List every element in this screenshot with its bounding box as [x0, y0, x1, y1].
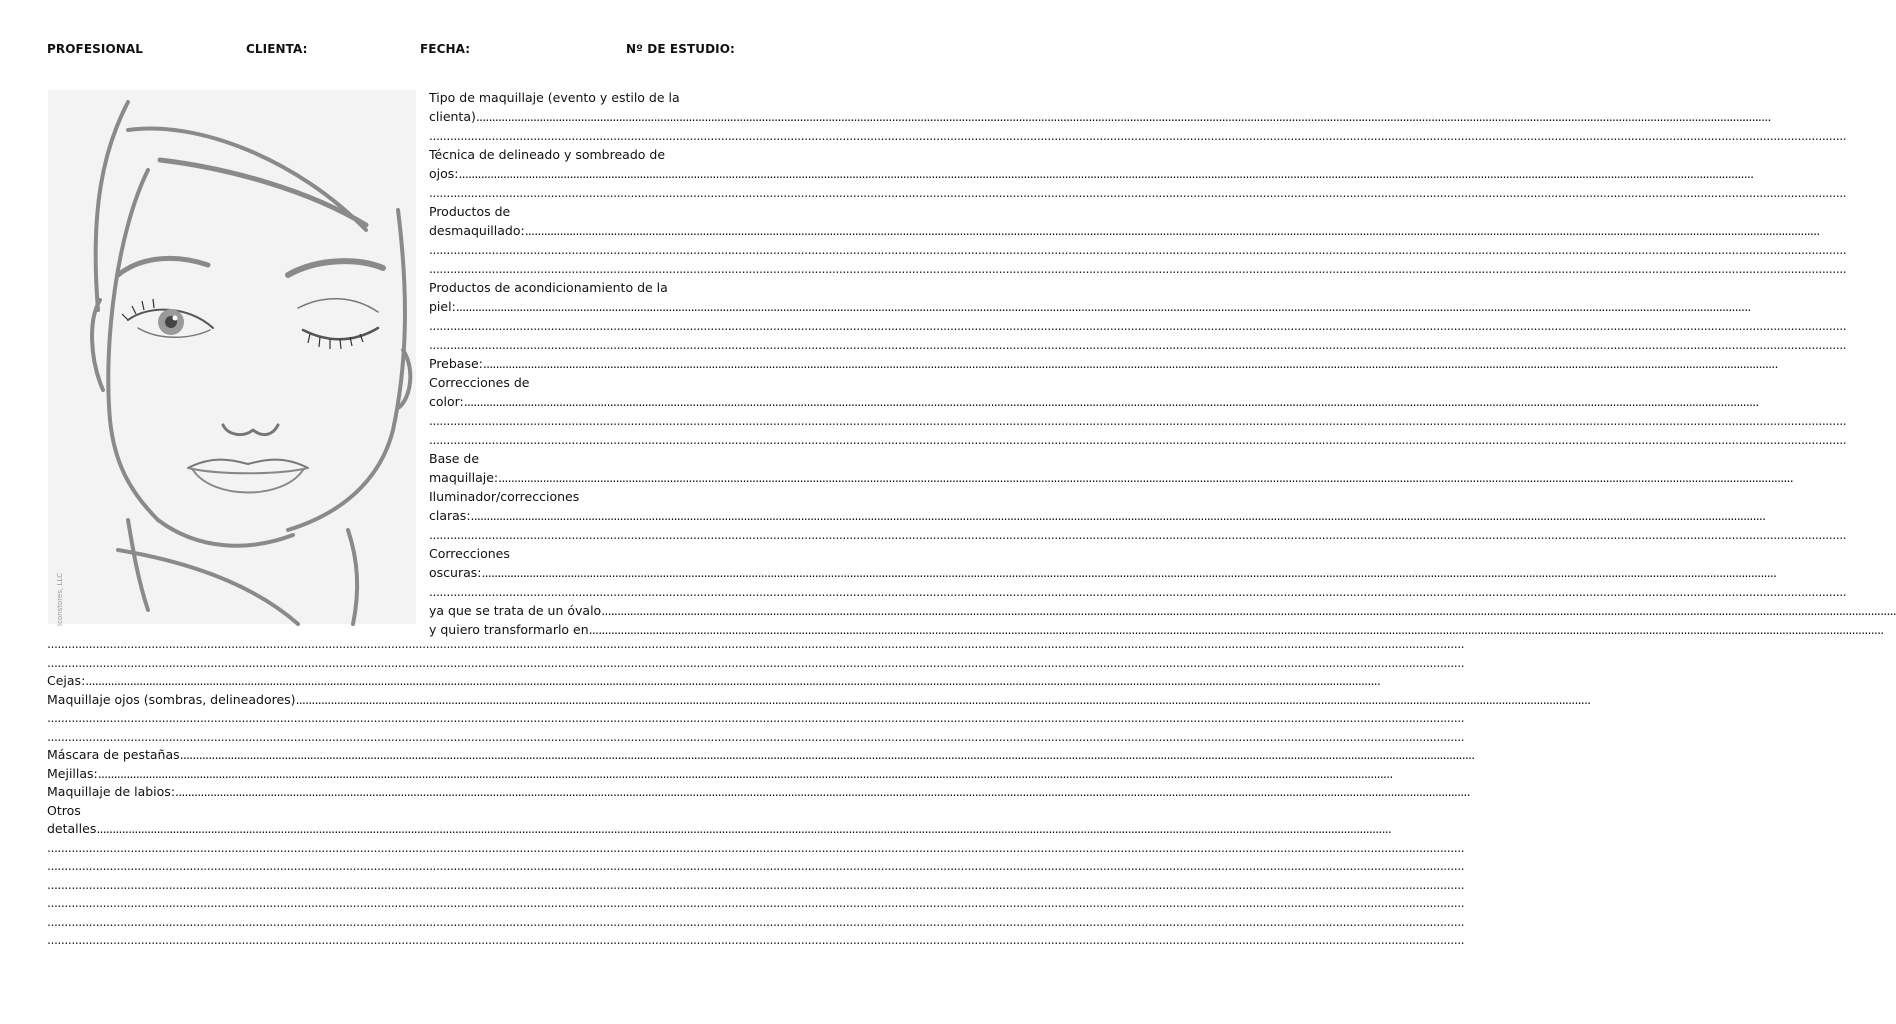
chin-line — [158, 520, 293, 546]
tipo-line-1: Tipo de maquillaje (evento y estilo de la — [429, 90, 680, 105]
correcciones-field[interactable]: ........................................................................................................................................................................................................................................................................................................................................................................................................................ — [463, 394, 1759, 409]
acond-field[interactable]: ........................................................................................................................................................................................................................................................................................................................................................................................................................ — [455, 299, 1751, 314]
mejillas-line — [47, 765, 1393, 784]
iluminador-label: claras: — [429, 508, 471, 523]
otros-field[interactable]: ........................................................................................................................................................................................................................................................................................................................................................................................................................ — [96, 821, 1392, 836]
form-header — [0, 42, 768, 62]
tecnica-label: ojos: — [429, 166, 459, 181]
image-credit: Iconstores, LLC — [56, 572, 64, 626]
cejas-label: Cejas: — [47, 673, 86, 688]
otros-field-extra-3[interactable]: ........................................................................................................................................................................................................................................................................................................................................................................................................................ — [47, 876, 1465, 892]
pestanas-line — [47, 746, 1475, 765]
iluminador-field-extra[interactable]: ........................................................................................................................................................................................................................................................................................................................................................................................................................ — [429, 527, 1847, 542]
upper-lip — [188, 460, 308, 468]
base-field[interactable]: ........................................................................................................................................................................................................................................................................................................................................................................................................................ — [498, 470, 1793, 485]
fecha-label: FECHA: — [420, 42, 471, 56]
prebase-field[interactable]: ........................................................................................................................................................................................................................................................................................................................................................................................................................ — [482, 356, 1778, 371]
pestanas-label: Máscara de pestañas — [47, 747, 180, 762]
ovalo-line — [429, 601, 1896, 620]
face-contour-left — [108, 170, 158, 520]
acond-field-extra-2[interactable]: ........................................................................................................................................................................................................................................................................................................................................................................................................................ — [429, 337, 1847, 352]
otros-field-extra-2[interactable]: ........................................................................................................................................................................................................................................................................................................................................................................................................................ — [47, 858, 1465, 873]
correcciones-line-2 — [429, 392, 1759, 411]
tecnica-field[interactable]: ........................................................................................................................................................................................................................................................................................................................................................................................................................ — [458, 166, 1754, 181]
tecnica-field-extra[interactable]: ........................................................................................................................................................................................................................................................................................................................................................................................................................ — [429, 185, 1847, 200]
prebase-line — [429, 354, 1778, 373]
face-contour-right — [288, 210, 405, 530]
estudio-label: Nº DE ESTUDIO: — [626, 42, 735, 56]
neck-right — [348, 530, 357, 624]
tipo-field[interactable]: ........................................................................................................................................................................................................................................................................................................................................................................................................................ — [475, 109, 1771, 124]
otros-field-extra-4[interactable]: ........................................................................................................................................................................................................................................................................................................................................................................................................................ — [47, 895, 1465, 910]
otros-line-2 — [47, 820, 1392, 839]
free-line-1[interactable]: ........................................................................................................................................................................................................................................................................................................................................................................................................................ — [47, 636, 1465, 651]
iluminador-line-2 — [429, 506, 1766, 525]
correcciones-field-extra-1[interactable]: ........................................................................................................................................................................................................................................................................................................................................................................................................................ — [429, 413, 1847, 428]
ovalo-label: ya que se trata de un óvalo — [429, 603, 602, 618]
otros-label: detalles — [47, 821, 97, 836]
oscuras-field[interactable]: ........................................................................................................................................................................................................................................................................................................................................................................................................................ — [481, 565, 1777, 580]
productos-line-1: Productos de — [429, 204, 511, 219]
left-brow — [118, 258, 208, 275]
oscuras-label: oscuras: — [429, 565, 482, 580]
productos-field-extra-2[interactable]: ........................................................................................................................................................................................................................................................................................................................................................................................................................ — [429, 261, 1847, 276]
otros-field-extra-6[interactable]: ........................................................................................................................................................................................................................................................................................................................................................................................................................ — [47, 932, 1465, 947]
ojos-field-extra-2[interactable]: ........................................................................................................................................................................................................................................................................................................................................................................................................................ — [47, 728, 1465, 744]
base-line-1: Base de — [429, 451, 480, 466]
ojos-line — [47, 691, 1591, 710]
productos-field-extra-1[interactable]: ........................................................................................................................................................................................................................................................................................................................................................................................................................ — [429, 242, 1847, 257]
neck-left — [128, 520, 148, 610]
free-line-2[interactable]: ........................................................................................................................................................................................................................................................................................................................................................................................................................ — [47, 654, 1465, 670]
right-brow — [288, 261, 383, 275]
mejillas-field[interactable]: ........................................................................................................................................................................................................................................................................................................................................................................................................................ — [97, 765, 1393, 781]
right-eye-closed-lid — [303, 328, 378, 339]
base-line-2 — [429, 468, 1793, 487]
correcciones-label: color: — [429, 394, 464, 409]
otros-field-extra-5[interactable]: ........................................................................................................................................................................................................................................................................................................................................................................................................................ — [47, 913, 1465, 929]
tipo-line-2 — [429, 107, 1771, 126]
lashes — [122, 299, 363, 349]
oscuras-line-2 — [429, 563, 1777, 582]
tipo-field-extra[interactable]: ........................................................................................................................................................................................................................................................................................................................................................................................................................ — [429, 128, 1847, 143]
transformar-label: y quiero transformarlo en — [429, 622, 589, 637]
hair-stroke-mid — [160, 160, 366, 225]
iluminador-field[interactable]: ........................................................................................................................................................................................................................................................................................................................................................................................................................ — [470, 508, 1766, 523]
ojos-field-extra-1[interactable]: ........................................................................................................................................................................................................................................................................................................................................................................................................................ — [47, 710, 1465, 725]
productos-line-2 — [429, 221, 1820, 240]
lip-line — [188, 468, 308, 473]
acond-field-extra-1[interactable]: ........................................................................................................................................................................................................................................................................................................................................................................................................................ — [429, 318, 1847, 333]
ovalo-field[interactable]: ........................................................................................................................................................................................................................................................................................................................................................................................................................ — [601, 603, 1896, 618]
ojos-field[interactable]: ........................................................................................................................................................................................................................................................................................................................................................................................................................ — [295, 691, 1591, 707]
face-chart-image — [48, 90, 416, 624]
ojos-label: Maquillaje ojos (sombras, delineadores) — [47, 691, 296, 707]
labios-label: Maquillaje de labios: — [47, 784, 176, 799]
tipo-label: clienta) — [429, 109, 476, 124]
face-sketch — [48, 90, 416, 624]
oscuras-line-1: Correcciones — [429, 546, 510, 561]
cejas-field[interactable]: ........................................................................................................................................................................................................................................................................................................................................................................................................................ — [85, 673, 1381, 688]
acond-line-1: Productos de acondicionamiento de la — [429, 280, 668, 295]
labios-field[interactable]: ........................................................................................................................................................................................................................................................................................................................................................................................................................ — [175, 784, 1470, 799]
productos-field[interactable]: ........................................................................................................................................................................................................................................................................................................................................................................................................................ — [524, 223, 1820, 238]
mejillas-label: Mejillas: — [47, 765, 98, 781]
acond-line-2 — [429, 297, 1751, 316]
correcciones-field-extra-2[interactable]: ........................................................................................................................................................................................................................................................................................................................................................................................................................ — [429, 432, 1847, 447]
pestanas-field[interactable]: ........................................................................................................................................................................................................................................................................................................................................................................................................................ — [179, 747, 1475, 762]
productos-label: desmaquillado: — [429, 223, 525, 238]
tecnica-line-1: Técnica de delineado y sombreado de — [429, 147, 666, 162]
otros-field-extra-1[interactable]: ........................................................................................................................................................................................................................................................................................................................................................................................................................ — [47, 839, 1465, 855]
oscuras-field-extra[interactable]: ........................................................................................................................................................................................................................................................................................................................................................................................................................ — [429, 584, 1847, 599]
correcciones-line-1: Correcciones de — [429, 375, 530, 390]
left-ear — [92, 300, 103, 390]
prebase-label: Prebase: — [429, 356, 483, 371]
left-eye-highlight — [173, 316, 178, 321]
shoulder-line — [118, 550, 298, 624]
hair-stroke-left — [96, 102, 128, 310]
nose-line — [223, 425, 278, 435]
labios-line — [47, 783, 1470, 802]
base-label: maquillaje: — [429, 470, 499, 485]
otros-line-1: Otros — [47, 802, 81, 818]
cliente-label: CLIENTA: — [246, 42, 308, 56]
profesional-label: PROFESIONAL — [47, 42, 144, 56]
acond-label: piel: — [429, 299, 456, 314]
tecnica-line-2 — [429, 164, 1754, 183]
iluminador-line-1: Iluminador/correcciones — [429, 489, 580, 504]
makeup-details-column — [429, 88, 1896, 639]
right-eye-crease — [298, 299, 378, 312]
lower-details-section — [47, 635, 1591, 950]
cejas-line — [47, 672, 1381, 691]
transformar-field[interactable]: ........................................................................................................................................................................................................................................................................................................................................................................................................................ — [588, 622, 1884, 637]
